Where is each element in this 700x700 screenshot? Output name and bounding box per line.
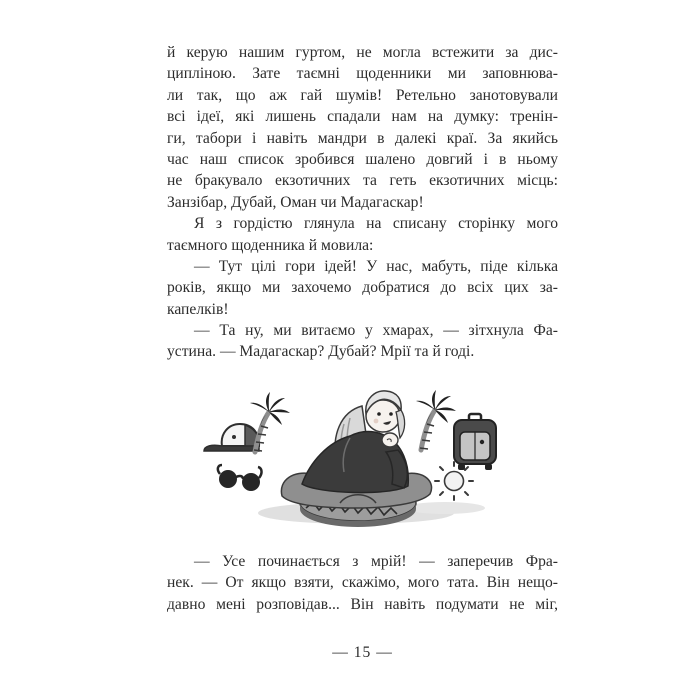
text-line: — Та ну, ми витаємо у хмарах, — зітхнула Фа- [194, 322, 558, 340]
text-line: всі ідеї, які лишень спадали нам на думку: тренін- [167, 108, 558, 126]
page-text-lower [167, 551, 558, 615]
text-line: устина. — Мадагаскар? Дубай? Мрії та й годі. [167, 343, 475, 361]
text-line: Я з гордістю глянула на списану сторінку мого [194, 215, 558, 233]
text-line: нек. — От якщо взяти, скажімо, мого тата. Він нещо- [167, 574, 558, 592]
sunglasses-icon [218, 465, 262, 491]
text-line: ципліною. Зате таємні щоденники ми заповнюва- [167, 65, 558, 83]
sun-icon [435, 462, 473, 500]
illustration [190, 388, 522, 540]
text-line: ли так, що аж гай шумів! Ретельно занотовували [167, 86, 558, 104]
text-line: років, якщо ми захочемо добратися до всіх цих за- [167, 279, 558, 297]
suitcase-icon [454, 414, 496, 470]
text-line: ги, табори і навіть мандри в далекі краї. За якийсь [167, 129, 558, 147]
palm-tree-icon [416, 390, 456, 450]
page-text-upper [167, 42, 558, 363]
text-line: Занзібар, Дубай, Оман чи Мадагаскар! [167, 193, 424, 211]
palm-tree-icon [250, 392, 290, 452]
text-line: капелків! [167, 300, 229, 318]
text-line: таємного щоденника й мовила: [167, 236, 374, 254]
cap-icon [204, 424, 259, 451]
text-line: й керую нашим гуртом, не могла встежити за дис- [167, 44, 558, 61]
text-line: — Усе починається з мрій! — заперечив Фра- [194, 553, 558, 570]
girl-daydreaming-figure [281, 391, 431, 527]
text-line: давно мені розповідав... Він навіть подумати не міг, [167, 595, 558, 613]
text-line: час наш список зробився шалено довгий і в ньому [167, 150, 558, 168]
page-number: — 15 — [332, 644, 393, 661]
text-line: не бракувало екзотичних та геть екзотичних місць: [167, 172, 558, 190]
text-line: — Тут цілі гори ідей! У нас, мабуть, піде кілька [194, 257, 558, 275]
